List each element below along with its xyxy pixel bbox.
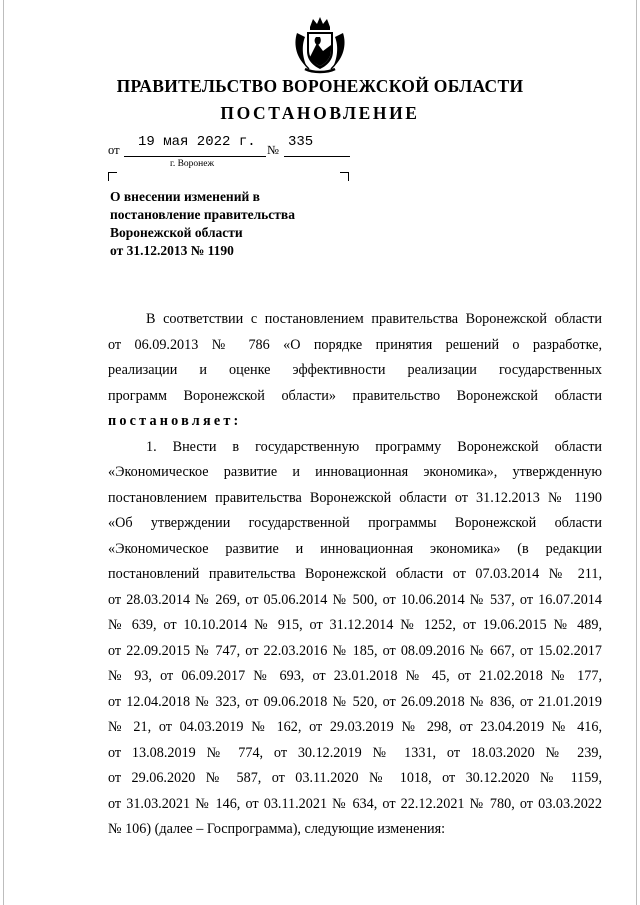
body-line: № 93, от 06.09.2017 № 693, от 23.01.2018 № 45, от 21.02.2018 № 177,: [108, 668, 602, 684]
date-underline: [124, 156, 266, 157]
subject-line: постановление правительства: [110, 207, 295, 222]
subject-line: О внесении изменений в: [110, 189, 260, 204]
from-label: от: [108, 143, 120, 157]
organization-title: ПРАВИТЕЛЬСТВО ВОРОНЕЖСКОЙ ОБЛАСТИ: [116, 76, 524, 96]
subject-corner-left: [108, 172, 117, 181]
body-line: «Экономическое развитие и инновационная экономика» (в редакции: [108, 540, 602, 557]
number-underline: [284, 156, 350, 157]
body-line: № 639, от 10.10.2014 № 915, от 31.12.2014 № 1252, от 19.06.2015 № 489,: [108, 617, 602, 633]
body-line: от 13.08.2019 № 774, от 30.12.2019 № 1331, от 18.03.2020 № 239,: [108, 744, 602, 761]
body-line: от 06.09.2013 № 786 «О порядке принятия решений о разработке,: [108, 336, 602, 353]
body-line: программ Воронежской области» правительство Воронежской области: [108, 387, 602, 404]
subject-line: Воронежской области: [110, 225, 243, 240]
body-line: от 29.06.2020 № 587, от 03.11.2020 № 1018, от 30.12.2020 № 1159,: [108, 770, 602, 786]
body-line: реализации и оценке эффективности реализации государственных: [108, 362, 602, 378]
body-line: постановлением правительства Воронежской области от 31.12.2013 № 1190: [108, 489, 602, 506]
body-line: «Экономическое развитие и инновационная экономика», утвержденную: [108, 464, 602, 480]
body-line: № 106) (далее – Госпрограмма), следующие изменения:: [108, 821, 446, 837]
document-subject: [110, 188, 370, 260]
body-line: от 22.09.2015 № 747, от 22.03.2016 № 185, от 08.09.2016 № 667, от 15.02.2017: [108, 642, 602, 659]
city-label: г. Воронеж: [170, 159, 215, 169]
coat-of-arms-icon: [293, 15, 347, 75]
body-line: В соответствии с постановлением правительства Воронежской области: [146, 311, 602, 327]
body-line: постановлений правительства Воронежской области от 07.03.2014 № 211,: [108, 566, 602, 582]
body-line: № 21, от 04.03.2019 № 162, от 29.03.2019 № 298, от 23.04.2019 № 416,: [108, 719, 602, 735]
subject-line: от 31.12.2013 № 1190: [110, 243, 234, 258]
document-date: 19 мая 2022 г.: [138, 134, 256, 150]
body-line: 1. Внести в государственную программу Воронежской области: [146, 438, 602, 455]
date-number-row: [108, 134, 358, 158]
body-line: от 28.03.2014 № 269, от 05.06.2014 № 500, от 10.06.2014 № 537, от 16.07.2014: [108, 591, 602, 608]
number-label: №: [267, 143, 279, 157]
subject-corner-right: [340, 172, 349, 181]
body-line: от 31.03.2021 № 146, от 03.11.2021 № 634, от 22.12.2021 № 780, от 03.03.2022: [108, 795, 602, 812]
decree-word: постановляет:: [108, 413, 242, 429]
body-line: «Об утверждении государственной программы Воронежской области: [108, 515, 602, 531]
document-number: 335: [288, 134, 314, 150]
body-line: от 12.04.2018 № 323, от 09.06.2018 № 520, от 26.09.2018 № 836, от 21.01.2019: [108, 693, 602, 710]
document-type: ПОСТАНОВЛЕНИЕ: [220, 103, 420, 123]
